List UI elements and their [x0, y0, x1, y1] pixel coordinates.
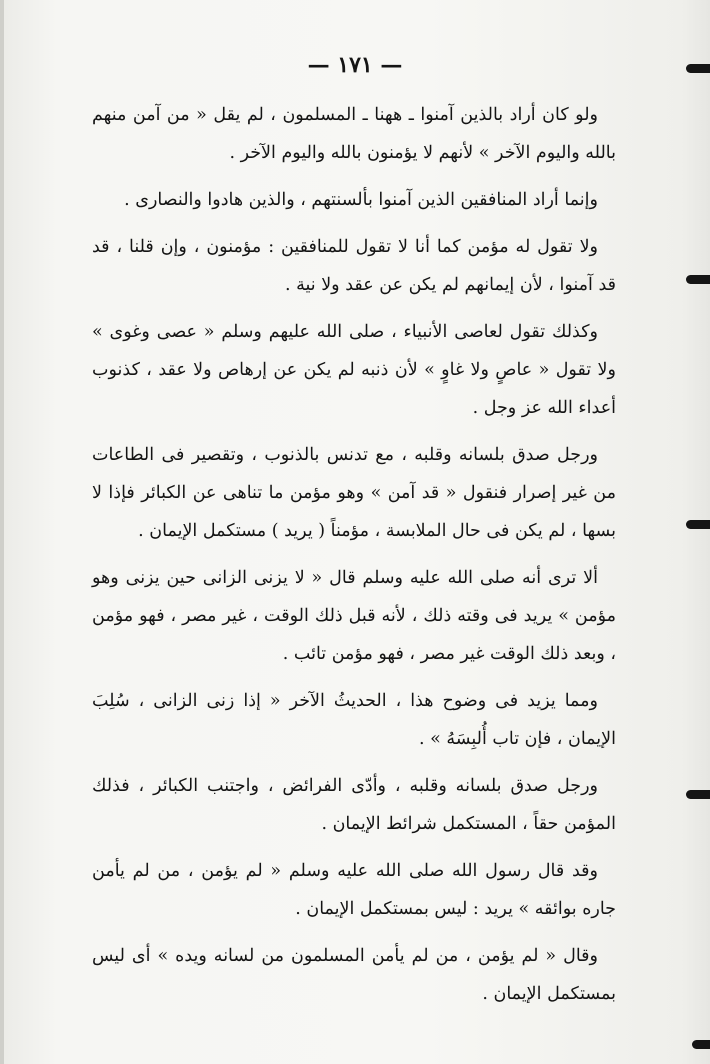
scan-edge-mark — [686, 64, 710, 73]
paragraph-5: ورجل صدق بلسانه وقلبه ، مع تدنس بالذنوب ، وتقصير فى الطاعات من غير إصرار فنقول « قد آمن » وهو مؤمن ما تناهى عن الكبائر فإذا لا بسها ، لم يكن فى حال الملابسة ، مؤمناً ( يريد ) مستكمل الإيمان . — [92, 445, 616, 541]
scan-edge-mark — [692, 1040, 710, 1049]
page-body — [92, 96, 616, 1022]
page-binding-edge — [0, 0, 4, 1064]
scan-edge-mark — [686, 790, 710, 799]
paragraph-10: وقال « لم يؤمن ، من لم يأمن المسلمون من لسانه ويده » أى ليس بمستكمل الإيمان . — [92, 946, 616, 1004]
scan-edge-mark — [686, 275, 710, 284]
paragraph-1: ولو كان أراد بالذين آمنوا ـ ههنا ـ المسلمون ، لم يقل « من آمن منهم بالله واليوم الآخر » لأنهم لا يؤمنون بالله واليوم الآخر . — [92, 105, 616, 163]
paragraph-7: ومما يزيد فى وضوح هذا ، الحديثُ الآخر « إذا زنى الزانى ، سُلِبَ الإيمان ، فإن تاب أُلبِسَهُ » . — [92, 691, 616, 749]
page-number: — ١٧١ — — [307, 52, 403, 78]
paragraph-4: وكذلك تقول لعاصى الأنبياء ، صلى الله عليهم وسلم « عصى وغوى » ولا تقول « عاصٍ ولا غاوٍ » لأن ذنبه لم يكن عن إرهاص ولا عقد ، كذنوب أعداء الله عز وجل . — [92, 322, 616, 418]
paragraph-6: ألا ترى أنه صلى الله عليه وسلم قال « لا يزنى الزانى حين يزنى وهو مؤمن » يريد فى وقته ذلك ، لأنه قبل ذلك الوقت ، غير مصر ، فهو مؤمن ، وبعد ذلك الوقت غير مصر ، فهو مؤمن تائب . — [92, 568, 616, 664]
paragraph-2: وإنما أراد المنافقين الذين آمنوا بألسنتهم ، والذين هادوا والنصارى . — [124, 190, 598, 210]
paragraph-8: ورجل صدق بلسانه وقلبه ، وأدّى الفرائض ، واجتنب الكبائر ، فذلك المؤمن حقاً ، المستكمل شرائط الإيمان . — [92, 776, 616, 834]
paragraph-3: ولا تقول له مؤمن كما أنا لا تقول للمنافقين : مؤمنون ، وإن قلنا ، قد قد آمنوا ، لأن إيمانهم لم يكن عن عقد ولا نية . — [92, 237, 616, 295]
paragraph-9: وقد قال رسول الله صلى الله عليه وسلم « لم يؤمن ، من لم يأمن جاره بوائقه » يريد : ليس بمستكمل الإيمان . — [92, 861, 616, 919]
scan-edge-mark — [686, 520, 710, 529]
